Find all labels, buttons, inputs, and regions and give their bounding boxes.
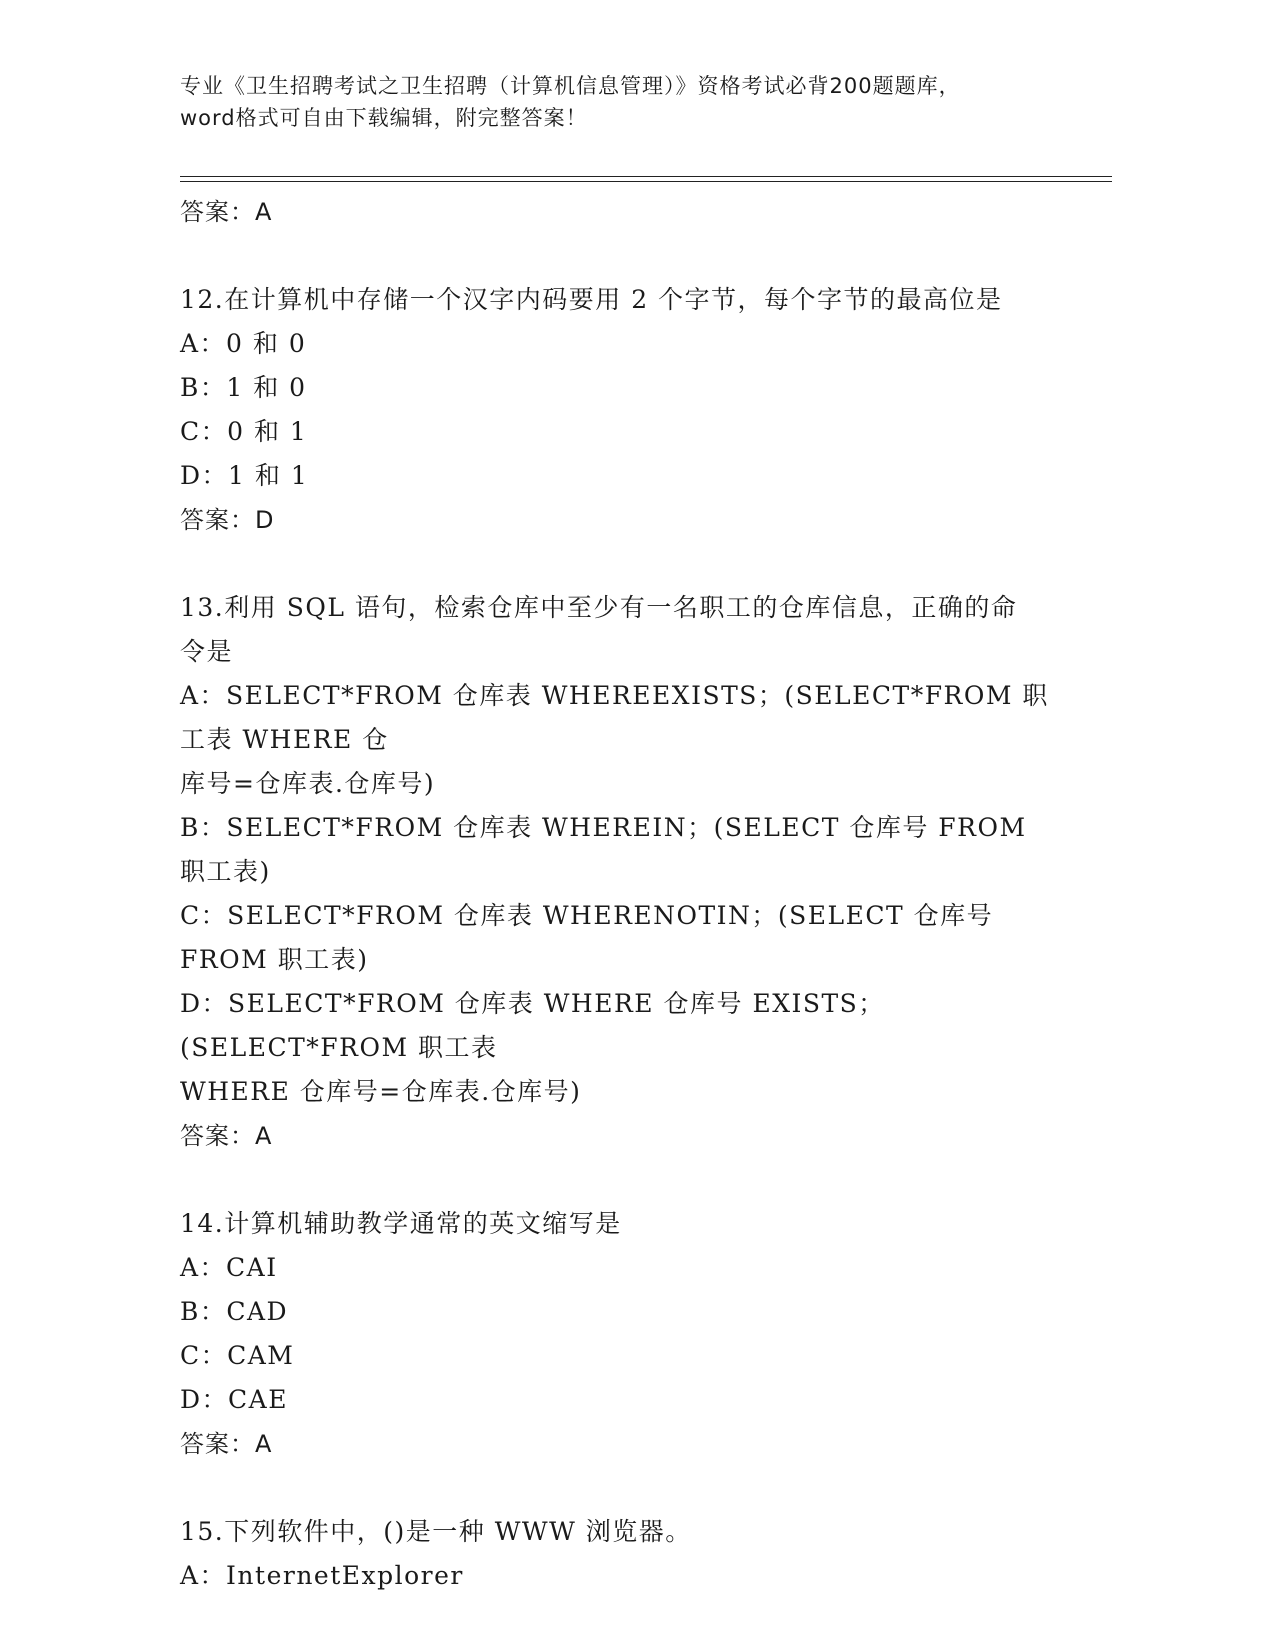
question-stem: 15.下列软件中，()是一种 WWW 浏览器。	[180, 1517, 692, 1546]
answer-option: C：0 和 1	[180, 417, 308, 446]
answer-option: A：SELECT*FROM 仓库表 WHEREEXISTS；(SELECT*FROM 职工表 WHERE 仓	[180, 681, 1049, 754]
answer-line: 答案：A	[180, 198, 273, 226]
question-block	[180, 278, 1060, 542]
question-stem: 令是	[180, 637, 234, 666]
question-stem: 14.计算机辅助教学通常的英文缩写是	[180, 1209, 622, 1238]
answer-option: WHERE 仓库号=仓库表.仓库号)	[180, 1077, 582, 1106]
answer-option: A：CAI	[180, 1253, 278, 1282]
questions-container	[180, 278, 1060, 1598]
answer-option: A：InternetExplorer	[180, 1561, 464, 1590]
header-line-2: word格式可自由下载编辑，附完整答案！	[180, 106, 588, 130]
question-list	[180, 190, 1060, 1598]
answer-option: 库号=仓库表.仓库号)	[180, 769, 436, 798]
answer-option: B：1 和 0	[180, 373, 307, 402]
document-header	[180, 70, 1040, 134]
question-block	[180, 1510, 1060, 1598]
answer-option: B：SELECT*FROM 仓库表 WHEREIN；(SELECT 仓库号 FROM 职工表)	[180, 813, 1027, 886]
answer-option: D：SELECT*FROM 仓库表 WHERE 仓库号 EXISTS；(SELECT*FROM 职工表	[180, 989, 885, 1062]
answer-option: C：CAM	[180, 1341, 295, 1370]
answer-line: 答案：A	[180, 1122, 273, 1150]
answer-option: D：1 和 1	[180, 461, 309, 490]
header-divider	[180, 176, 1112, 182]
answer-option: B：CAD	[180, 1297, 289, 1326]
answer-option: D：CAE	[180, 1385, 288, 1414]
answer-option: A：0 和 0	[180, 329, 307, 358]
question-block	[180, 1202, 1060, 1466]
answer-line: 答案：A	[180, 1430, 273, 1458]
answer-option: C：SELECT*FROM 仓库表 WHERENOTIN；(SELECT 仓库号 FROM 职工表)	[180, 901, 994, 974]
question-stem: 12.在计算机中存储一个汉字内码要用 2 个字节，每个字节的最高位是	[180, 285, 1003, 314]
question-block	[180, 586, 1060, 1158]
header-line-1: 专业《卫生招聘考试之卫生招聘（计算机信息管理）》资格考试必背200题题库，	[180, 74, 961, 98]
question-stem: 13.利用 SQL 语句，检索仓库中至少有一名职工的仓库信息，正确的命	[180, 593, 1018, 622]
answer-line: 答案：D	[180, 506, 275, 534]
